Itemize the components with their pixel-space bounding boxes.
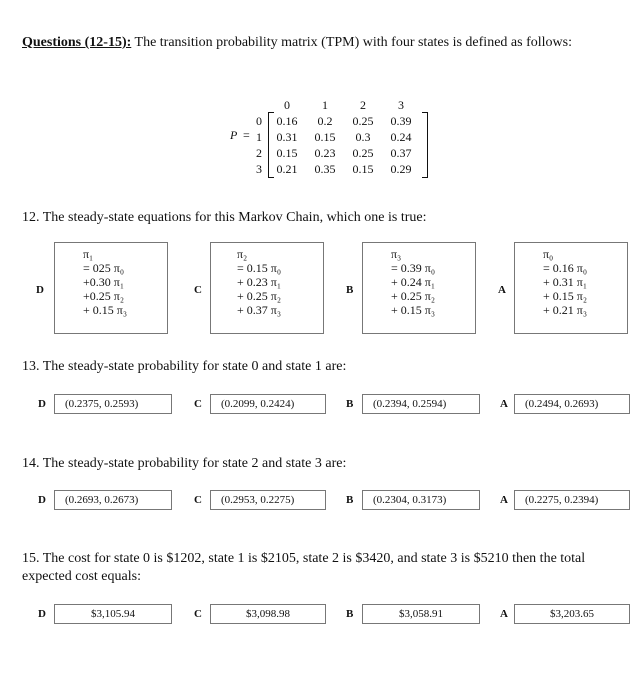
equation-line: + 0.31 π₁ — [543, 275, 588, 289]
equation-line: = 0.39 π₀ — [391, 261, 436, 275]
equation-line: π₀ — [543, 247, 554, 261]
matrix-col-header: 2 — [360, 98, 366, 112]
q12-option-a-box[interactable] — [514, 242, 628, 334]
equation-line: + 0.25 π₂ — [391, 289, 436, 303]
q12-option-letter: A — [498, 284, 506, 296]
q15-option-b-box[interactable]: $3,058.91 — [362, 604, 480, 624]
q15-option-c-box[interactable]: $3,098.98 — [210, 604, 326, 624]
equation-line: = 0.15 π₀ — [237, 261, 282, 275]
matrix-cell: 0.23 — [314, 146, 336, 160]
question-15-text: 15. The cost for state 0 is $1202, state 1 is $2105, state 2 is $3420, and state 3 is $5210 then the total expected cost equals: — [22, 551, 586, 584]
matrix-header-row — [256, 98, 420, 114]
matrix-cell: 0.25 — [352, 146, 374, 160]
matrix-cell: 0.24 — [390, 130, 412, 144]
equation-line: + 0.37 π₃ — [237, 303, 282, 317]
equation-line: = 025 π₀ — [83, 261, 125, 275]
q14-option-letter: C — [194, 494, 202, 506]
q12-option-d-box[interactable] — [54, 242, 168, 334]
intro-text: The transition probability matrix (TPM) with four states is defined as follows: — [131, 35, 572, 50]
matrix-cell: 0.21 — [276, 162, 298, 176]
matrix-label: P — [230, 128, 238, 142]
q13-option-a-box[interactable]: (0.2494, 0.2693) — [514, 394, 630, 414]
q14-option-a-box[interactable]: (0.2275, 0.2394) — [514, 490, 630, 510]
equation-line: = 0.16 π₀ — [543, 261, 588, 275]
q12-option-b-box[interactable] — [362, 242, 476, 334]
equation-line: π₁ — [83, 247, 94, 261]
matrix-row — [256, 146, 420, 162]
equation-line: + 0.24 π₁ — [391, 275, 436, 289]
q15-option-d-box[interactable]: $3,105.94 — [54, 604, 172, 624]
matrix-row — [256, 130, 420, 146]
equation-line: + 0.25 π₂ — [237, 289, 282, 303]
equation-line: +0.25 π₂ — [83, 289, 125, 303]
matrix-row — [256, 114, 420, 130]
matrix-col-header: 3 — [398, 98, 404, 112]
equation-line: + 0.21 π₃ — [543, 303, 588, 317]
q12-option-c-box[interactable] — [210, 242, 324, 334]
matrix-cell: 0.15 — [314, 130, 336, 144]
q15-option-letter: A — [500, 608, 508, 620]
question-12-text: 12. The steady-state equations for this Markov Chain, which one is true: — [22, 210, 427, 225]
q14-option-d-box[interactable]: (0.2693, 0.2673) — [54, 490, 172, 510]
q12-option-letter: C — [194, 284, 202, 296]
q13-option-letter: A — [500, 398, 508, 410]
equation-line: π₃ — [391, 247, 402, 261]
matrix-col-header: 0 — [284, 98, 290, 112]
equation-line: π₂ — [237, 247, 248, 261]
question-14-text: 14. The steady-state probability for state 2 and state 3 are: — [22, 456, 347, 471]
transition-matrix — [226, 98, 440, 180]
q15-option-a-box[interactable]: $3,203.65 — [514, 604, 630, 624]
matrix-right-bracket — [422, 112, 428, 178]
q13-option-letter: C — [194, 398, 202, 410]
q15-option-letter: D — [38, 608, 46, 620]
equation-line: + 0.15 π₃ — [83, 303, 128, 317]
matrix-cell: 0.15 — [276, 146, 298, 160]
q14-option-c-box[interactable]: (0.2953, 0.2275) — [210, 490, 326, 510]
q13-option-b-box[interactable]: (0.2394, 0.2594) — [362, 394, 480, 414]
matrix-cell: 0.37 — [390, 146, 412, 160]
matrix-cell: 0.31 — [276, 130, 298, 144]
intro-paragraph — [22, 34, 622, 52]
matrix-cell: 0.16 — [276, 114, 298, 128]
questions-heading: Questions (12-15): — [22, 35, 132, 50]
q14-option-letter: A — [500, 494, 508, 506]
matrix-cell: 0.3 — [355, 130, 371, 144]
q14-option-letter: B — [346, 494, 354, 506]
equation-line: + 0.15 π₂ — [543, 289, 588, 303]
q12-option-letter: D — [36, 284, 44, 296]
matrix-cell: 0.25 — [352, 114, 374, 128]
equation-line: +0.30 π₁ — [83, 275, 125, 289]
matrix-row-label: 3 — [256, 162, 262, 176]
q13-option-d-box[interactable]: (0.2375, 0.2593) — [54, 394, 172, 414]
question-13-text: 13. The steady-state probability for state 0 and state 1 are: — [22, 359, 347, 374]
q13-option-c-box[interactable]: (0.2099, 0.2424) — [210, 394, 326, 414]
matrix-row-label: 2 — [256, 146, 262, 160]
equation-line: + 0.15 π₃ — [391, 303, 436, 317]
matrix-cell: 0.15 — [352, 162, 374, 176]
matrix-cell: 0.2 — [317, 114, 333, 128]
q13-option-letter: B — [346, 398, 354, 410]
equation-line: + 0.23 π₁ — [237, 275, 282, 289]
matrix-cell: 0.39 — [390, 114, 412, 128]
matrix-cell: 0.29 — [390, 162, 412, 176]
q14-option-b-box[interactable]: (0.2304, 0.3173) — [362, 490, 480, 510]
q14-option-letter: D — [38, 494, 46, 506]
q13-option-letter: D — [38, 398, 46, 410]
matrix-row-label: 0 — [256, 114, 262, 128]
matrix-equals: = — [243, 128, 250, 142]
matrix-cell: 0.35 — [314, 162, 336, 176]
matrix-row-label: 1 — [256, 130, 262, 144]
matrix-row — [256, 162, 420, 178]
q15-option-letter: B — [346, 608, 354, 620]
q15-option-letter: C — [194, 608, 202, 620]
q12-option-letter: B — [346, 284, 354, 296]
matrix-col-header: 1 — [322, 98, 328, 112]
